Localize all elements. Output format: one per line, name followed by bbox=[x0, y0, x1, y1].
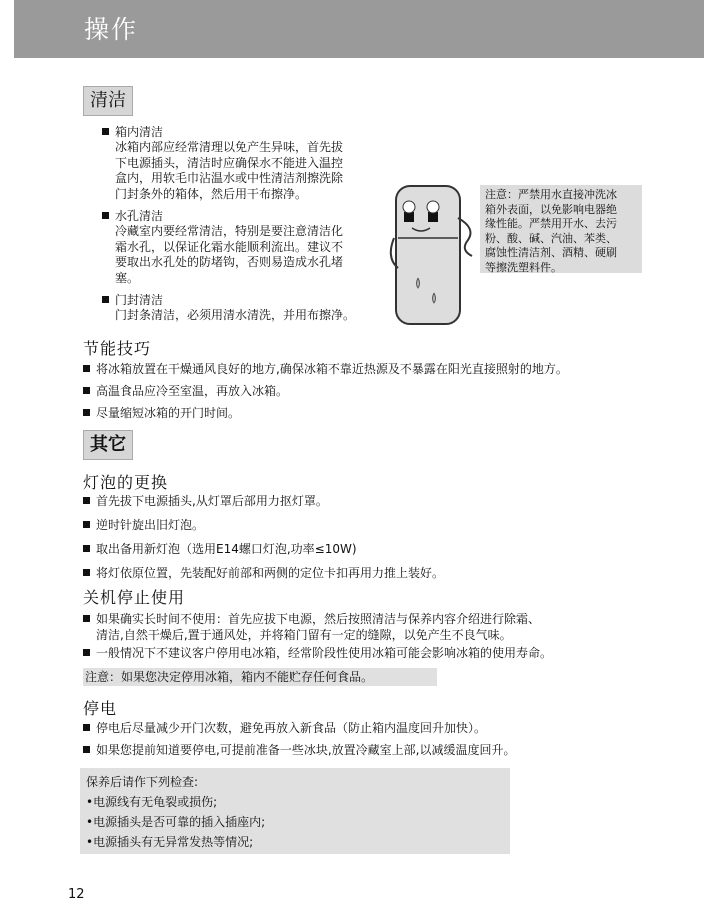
clean-inside-block bbox=[102, 124, 392, 202]
clean-seal-title: 门封清洁 bbox=[115, 293, 164, 307]
note-line: 等擦洗塑料件。 bbox=[485, 260, 562, 274]
section-heading-clean: 清洁 bbox=[83, 86, 133, 116]
cleaning-warning-note bbox=[480, 185, 642, 273]
clean-seal-line: 门封条清洁，必须用清水清洗，并用布擦净。 bbox=[115, 308, 356, 322]
bullet-square-icon bbox=[83, 746, 90, 753]
bulb-step: 取出备用新灯泡（选用E14螺口灯泡,功率≤10W) bbox=[83, 541, 357, 557]
heading-energy-saving: 节能技巧 bbox=[83, 339, 152, 358]
bullet-square-icon bbox=[83, 521, 90, 528]
bullet-square-icon bbox=[83, 649, 90, 656]
page-number: 12 bbox=[68, 887, 85, 902]
clean-inside-line: 门封条外的箱体，然后用干布擦净。 bbox=[115, 186, 308, 201]
bulb-step: 首先拔下电源插头,从灯罩后部用力抠灯罩。 bbox=[83, 493, 328, 509]
bullet-square-icon bbox=[83, 615, 90, 622]
clean-hole-line: 冷藏室内要经常清洁，特别是要注意清洁化 bbox=[115, 224, 344, 238]
energy-tip: 将冰箱放置在干燥通风良好的地方,确保冰箱不靠近热源及不暴露在阳光直接照射的地方。 bbox=[83, 361, 568, 377]
shutdown-note: 注意：如果您决定停用冰箱，箱内不能贮存任何食品。 bbox=[83, 668, 437, 686]
note-line: 箱外表面，以免影响电器绝 bbox=[485, 202, 617, 216]
page-title: 操作 bbox=[84, 15, 139, 44]
bullet-square-icon bbox=[83, 387, 90, 394]
checklist-item: •电源线有无龟裂或损伤; bbox=[86, 795, 218, 809]
shutdown-item-general: 一般情况下不建议客户停用电冰箱，经常阶段性使用冰箱可能会影响冰箱的使用寿命。 bbox=[83, 645, 552, 661]
clean-inside-line: 冰箱内部应经常清理以免产生异味，首先拔 bbox=[115, 140, 344, 154]
bullet-square-icon bbox=[83, 497, 90, 504]
bullet-square-icon bbox=[83, 409, 90, 416]
clean-inside-line: 盒内，用软毛巾沾温水或中性清洁剂擦洗除 bbox=[115, 171, 344, 185]
clean-hole-block bbox=[102, 208, 392, 286]
clean-hole-line: 霜水孔，以保证化霜水能顺利流出。建议不 bbox=[115, 239, 344, 254]
power-outage-tip: 停电后尽量减少开门次数，避免再放入新食品（防止箱内温度回升加快）。 bbox=[83, 720, 486, 736]
checklist-title: 保养后请作下列检查: bbox=[86, 775, 199, 789]
fridge-mascot-illustration bbox=[388, 178, 480, 328]
energy-tip: 高温食品应冷至室温，再放入冰箱。 bbox=[83, 383, 288, 399]
clean-hole-line: 要取出水孔处的防堵钩，否则易造成水孔堵 bbox=[115, 255, 344, 269]
maintenance-checklist bbox=[80, 768, 510, 854]
power-outage-tip: 如果您提前知道要停电,可提前准备一些冰块,放置冷藏室上部,以减缓温度回升。 bbox=[83, 742, 515, 758]
heading-bulb-replacement: 灯泡的更换 bbox=[83, 473, 169, 492]
bulb-step: 逆时针旋出旧灯泡。 bbox=[83, 517, 204, 533]
page-header-banner bbox=[14, 0, 704, 58]
note-line: 缘性能。严禁用开水、去污 bbox=[485, 217, 617, 230]
section-heading-other: 其它 bbox=[83, 430, 133, 460]
clean-inside-line: 下电源插头，清洁时应确保水不能进入温控 bbox=[115, 155, 344, 170]
heading-power-outage: 停电 bbox=[83, 699, 118, 718]
bullet-square-icon bbox=[102, 296, 109, 303]
shutdown-item-long-term: 如果确实长时间不使用：首先应拔下电源，然后按照清洁与保养内容介绍进行除霜、 清洁,自然干燥后,置于通风处，并将箱门留有一定的缝隙，以免产生不良气味。 bbox=[83, 611, 643, 643]
bullet-square-icon bbox=[83, 365, 90, 372]
energy-tip: 尽量缩短冰箱的开门时间。 bbox=[83, 405, 240, 421]
clean-hole-title: 水孔清洁 bbox=[115, 209, 164, 223]
bullet-square-icon bbox=[83, 569, 90, 576]
bullet-square-icon bbox=[83, 545, 90, 552]
bulb-step: 将灯依原位置，先装配好前部和两侧的定位卡扣再用力推上装好。 bbox=[83, 565, 444, 581]
clean-hole-line: 塞。 bbox=[115, 270, 140, 285]
clean-seal-block bbox=[102, 292, 392, 324]
heading-shutdown: 关机停止使用 bbox=[83, 588, 186, 607]
bullet-square-icon bbox=[83, 724, 90, 731]
note-line: 腐蚀性清洁剂、酒精、硬刷 bbox=[485, 246, 617, 259]
note-line: 注意：严禁用水直接冲洗冰 bbox=[485, 188, 617, 201]
bullet-square-icon bbox=[102, 128, 109, 135]
checklist-item: •电源插头有无异常发热等情况; bbox=[86, 835, 254, 849]
clean-inside-title: 箱内清洁 bbox=[115, 125, 164, 139]
checklist-item: •电源插头是否可靠的插入插座内; bbox=[86, 815, 266, 829]
bullet-square-icon bbox=[102, 212, 109, 219]
note-line: 粉、酸、碱、汽油、苯类、 bbox=[485, 231, 617, 245]
